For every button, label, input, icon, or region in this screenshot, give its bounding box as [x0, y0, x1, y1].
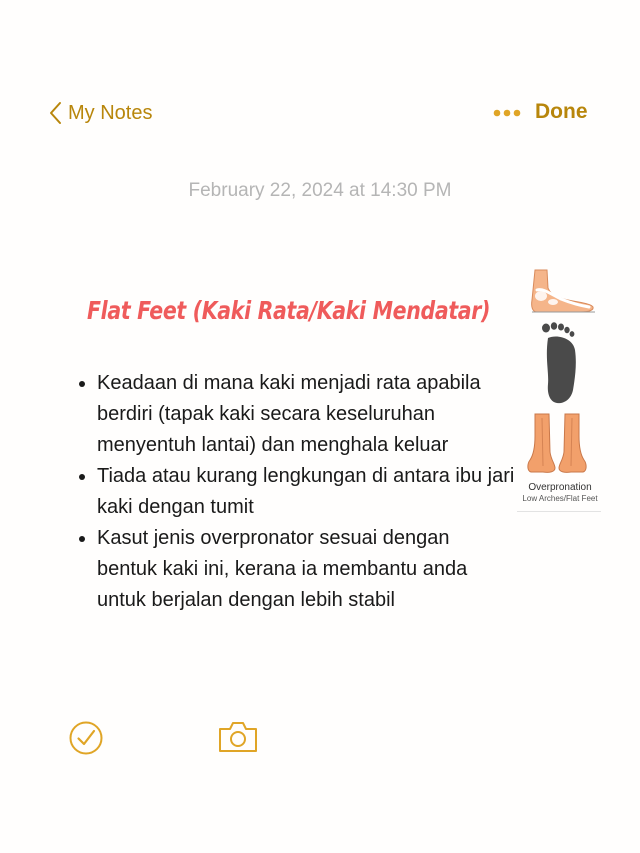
camera-icon	[217, 720, 259, 754]
list-item-text: Tiada atau kurang lengkungan di antara ibu jari kaki dengan tumit	[97, 465, 515, 518]
illustration-divider	[517, 511, 601, 512]
more-options-icon	[492, 104, 522, 122]
note-date: February 22, 2024 at 14:30 PM	[188, 180, 452, 201]
illustration-caption-subtitle: Low Arches/Flat Feet	[522, 494, 598, 503]
checklist-button[interactable]	[68, 720, 104, 756]
flat-feet-illustration	[515, 266, 601, 516]
camera-button[interactable]	[217, 720, 259, 754]
foot-side-view	[532, 270, 595, 312]
bullet-dot	[79, 381, 85, 387]
back-button-label: My Notes	[68, 101, 153, 124]
note-bullet-list	[75, 368, 515, 616]
list-item	[75, 368, 515, 461]
illustration-caption-title: Overpronation	[528, 482, 592, 493]
bullet-dot	[79, 474, 85, 480]
list-item-text: Kasut jenis overpronator sesuai dengan bentuk kaki ini, kerana ia membantu anda untuk berjalan dengan lebih stabil	[97, 527, 468, 611]
note-title: Flat Feet (Kaki Rata/Kaki Mendatar)	[87, 296, 491, 325]
done-button[interactable]: Done	[535, 100, 588, 123]
more-button[interactable]	[492, 104, 522, 122]
footprint-icon	[542, 322, 576, 403]
list-item	[75, 523, 515, 616]
checkmark-circle-icon	[68, 720, 104, 756]
bullet-dot	[79, 536, 85, 542]
list-item	[75, 461, 515, 523]
list-item-text: Keadaan di mana kaki menjadi rata apabila berdiri (tapak kaki secara keseluruhan menyentuh lantai) dan menghala keluar	[97, 372, 481, 456]
chevron-left-icon	[48, 101, 62, 125]
feet-back-view	[528, 414, 586, 472]
back-button[interactable]	[48, 98, 152, 128]
